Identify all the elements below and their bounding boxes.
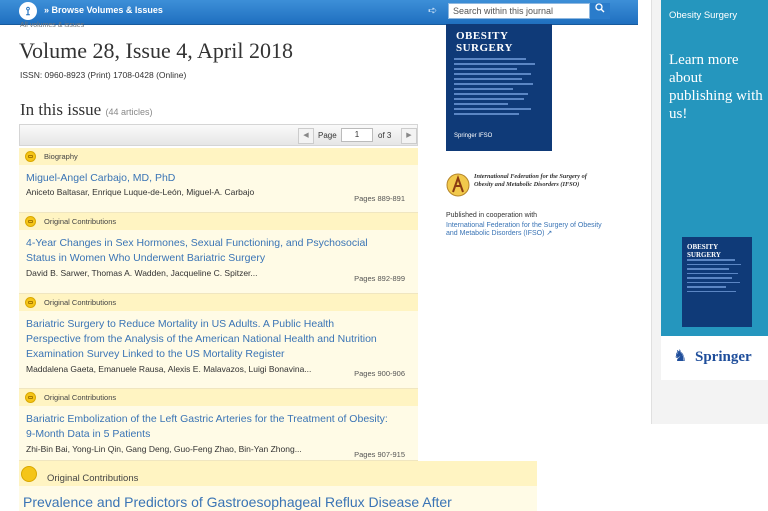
prev-page-button[interactable]: ◀ bbox=[298, 128, 314, 144]
top-nav-bar bbox=[0, 0, 638, 25]
springer-wordmark: Springer bbox=[695, 349, 752, 365]
article-category: Original Contributions bbox=[44, 393, 117, 402]
page-title: Volume 28, Issue 4, April 2018 bbox=[19, 38, 293, 63]
article-row bbox=[19, 389, 418, 461]
search-button[interactable] bbox=[590, 3, 610, 19]
journal-logo-icon[interactable]: ⟟ bbox=[19, 2, 37, 20]
article-title-link[interactable]: Prevalence and Predictors of Gastroesophageal Reflux Disease After bbox=[23, 494, 452, 510]
lock-icon bbox=[25, 151, 36, 162]
next-page-button[interactable]: ▶ bbox=[401, 128, 417, 144]
ifso-link[interactable]: International Federation for the Surgery of Obesity and Metabolic Disorders (IFSO) ↗ bbox=[446, 222, 602, 237]
lock-icon bbox=[25, 297, 36, 308]
article-authors: Aniceto Baltasar, Enrique Luque-de-León, Miguel-A. Carbajo bbox=[26, 187, 255, 197]
published-in-cooperation-label: Published in cooperation with bbox=[446, 212, 538, 219]
arrow-right-icon: ➪ bbox=[428, 5, 438, 17]
page-total: of 3 bbox=[378, 131, 392, 140]
page-label: Page bbox=[318, 131, 337, 140]
springer-logo-bar bbox=[661, 336, 768, 380]
ifso-logo-icon bbox=[446, 172, 470, 198]
ad-cover-image bbox=[682, 237, 752, 327]
article-pages: Pages 889-891 bbox=[354, 194, 405, 203]
cover-contents-lines bbox=[454, 58, 544, 118]
article-title-link[interactable]: 4-Year Changes in Sex Hormones, Sexual Functioning, and Psychosocial Status in Women Who Underwent Bariatric Surgery bbox=[26, 237, 368, 264]
article-pages: Pages 900-906 bbox=[354, 369, 405, 378]
ad-brand: Obesity Surgery bbox=[669, 10, 738, 21]
article-title-link[interactable]: Bariatric Surgery to Reduce Mortality in US Adults. A Public Health Perspective from the Analysis of the American National Health and Nutrition Examination Survey Linked to the US Mortality Register bbox=[26, 318, 377, 360]
article-title-link[interactable]: Bariatric Embolization of the Left Gastric Arteries for the Treatment of Obesity: 9-Month Data in 5 Patients bbox=[26, 413, 388, 440]
ad-tagline: Learn more about publishing with us! bbox=[669, 52, 763, 122]
article-row bbox=[19, 213, 418, 294]
ad-cover-title: OBESITY SURGERY bbox=[687, 243, 721, 259]
cover-title: OBESITY SURGERY bbox=[456, 30, 513, 54]
article-title-link[interactable]: Miguel-Angel Carbajo, MD, PhD bbox=[26, 172, 176, 184]
article-category: Original Contributions bbox=[44, 217, 117, 226]
search-input[interactable]: Search within this journal bbox=[448, 3, 590, 19]
article-category: Original Contributions bbox=[47, 473, 139, 484]
cover-publisher-logos: Springer IFSO bbox=[454, 133, 493, 139]
article-authors: Maddalena Gaeta, Emanuele Rausa, Alexis E. Malavazos, Luigi Bonavina... bbox=[26, 364, 312, 374]
article-row bbox=[19, 461, 537, 511]
lock-icon bbox=[25, 392, 36, 403]
article-authors: Zhi-Bin Bai, Yong-Lin Qin, Gang Deng, Guo-Feng Zhao, Bin-Yan Zhong... bbox=[26, 444, 302, 454]
springer-horse-icon: ♞ bbox=[673, 348, 688, 365]
article-pages: Pages 907-915 bbox=[354, 450, 405, 459]
in-this-issue-label: In this issue bbox=[20, 100, 102, 119]
pagination-bar bbox=[19, 124, 418, 146]
breadcrumb[interactable]: All volumes & issues bbox=[20, 22, 85, 29]
issn-text: ISSN: 0960-8923 (Print) 1708-0428 (Online) bbox=[20, 70, 187, 80]
section-heading bbox=[20, 100, 153, 120]
search-icon bbox=[595, 3, 605, 13]
article-category: Biography bbox=[44, 152, 78, 161]
article-row bbox=[19, 294, 418, 389]
article-pages: Pages 892-899 bbox=[354, 274, 405, 283]
springer-ad-banner[interactable] bbox=[661, 0, 768, 380]
lock-icon bbox=[25, 216, 36, 227]
article-count: (44 articles) bbox=[105, 107, 153, 117]
journal-cover-image[interactable] bbox=[446, 24, 552, 151]
lock-icon bbox=[21, 466, 37, 482]
browse-volumes-link[interactable]: » Browse Volumes & Issues bbox=[44, 5, 163, 15]
ifso-name: International Federation for the Surgery of Obesity and Metabolic Disorders (IFSO) bbox=[474, 173, 587, 188]
page-number-input[interactable]: 1 bbox=[341, 128, 373, 142]
article-category: Original Contributions bbox=[44, 298, 117, 307]
article-row bbox=[19, 148, 418, 213]
external-link-icon: ↗ bbox=[546, 230, 553, 237]
article-authors: David B. Sarwer, Thomas A. Wadden, Jacqueline C. Spitzer... bbox=[26, 268, 258, 278]
